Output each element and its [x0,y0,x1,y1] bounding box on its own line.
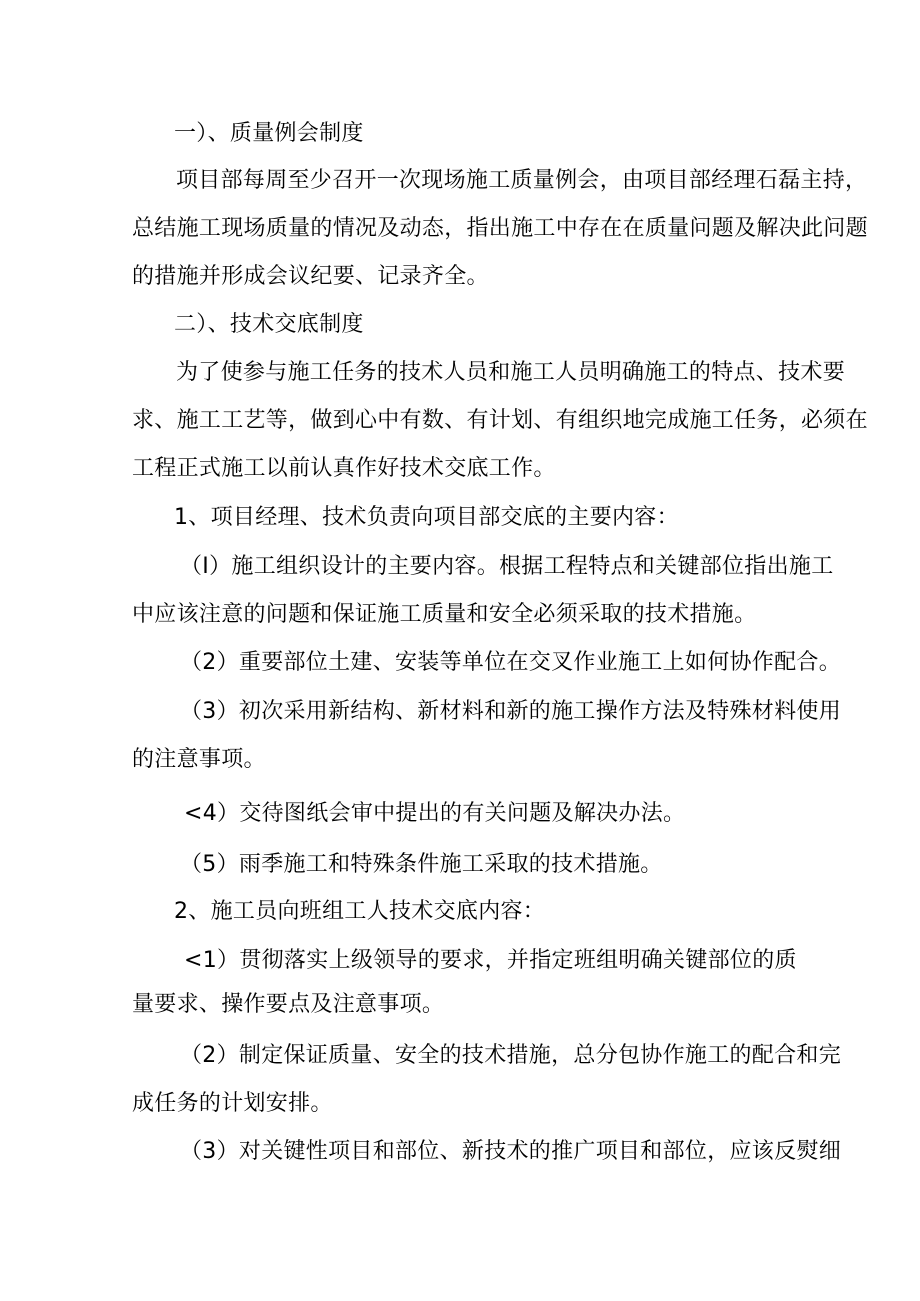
section-heading-technical-briefing: 二）、技术交底制度 [174,312,364,337]
list-item-line: （I）施工组织设计的主要内容。根据工程特点和关键部位指出施工 [180,554,834,579]
list-item-line: （5）雨季施工和特殊条件施工采取的技术措施。 [180,852,663,877]
paragraph-line: 总结施工现场质量的情况及动态，指出施工中存在在质量问题及解决此问题 [132,216,868,241]
list-item-line: <4）交待图纸会审中提出的有关问题及解决办法。 [184,801,686,826]
section-heading-quality-meeting: 一）、质量例会制度 [174,121,364,146]
paragraph-line: 的措施并形成会议纪要、记录齐全。 [132,264,489,289]
paragraph-line: 求、施工工艺等，做到心中有数、有计划、有组织地完成施工任务，必须在 [132,408,868,433]
list-item-line: （3）初次采用新结构、新材料和新的施工操作方法及特殊材料使用 [180,699,841,724]
list-item-line: 的注意事项。 [132,747,266,772]
list-heading-1: 1、项目经理、技术负责向项目部交底的主要内容： [174,505,679,530]
list-heading-2: 2、施工员向班组工人技术交底内容： [174,899,546,924]
paragraph-line: 工程正式施工以前认真作好技术交底工作。 [132,456,556,481]
list-item-line: （2）制定保证质量、安全的技术措施，总分包协作施工的配合和完 [180,1043,841,1068]
list-item-line: （3）对关键性项目和部位、新技术的推广项目和部位，应该反熨细 [180,1139,841,1164]
list-item-line: 中应该注意的问题和保证施工质量和安全必须采取的技术措施。 [132,602,757,627]
list-item-line: （2）重要部位土建、安装等单位在交叉作业施工上如何协作配合。 [180,650,841,675]
list-item-line: 量要求、操作要点及注意事项。 [132,992,445,1017]
list-item-line: 成任务的计划安排。 [132,1091,333,1116]
paragraph-line: 项目部每周至少召开一次现场施工质量例会，由项目部经理石磊主持， [176,168,868,193]
paragraph-line: 为了使参与施工任务的技术人员和施工人员明确施工的特点、技术要 [176,360,846,385]
list-item-line: <1）贯彻落实上级领导的要求，并指定班组明确关键部位的质 [184,948,797,973]
